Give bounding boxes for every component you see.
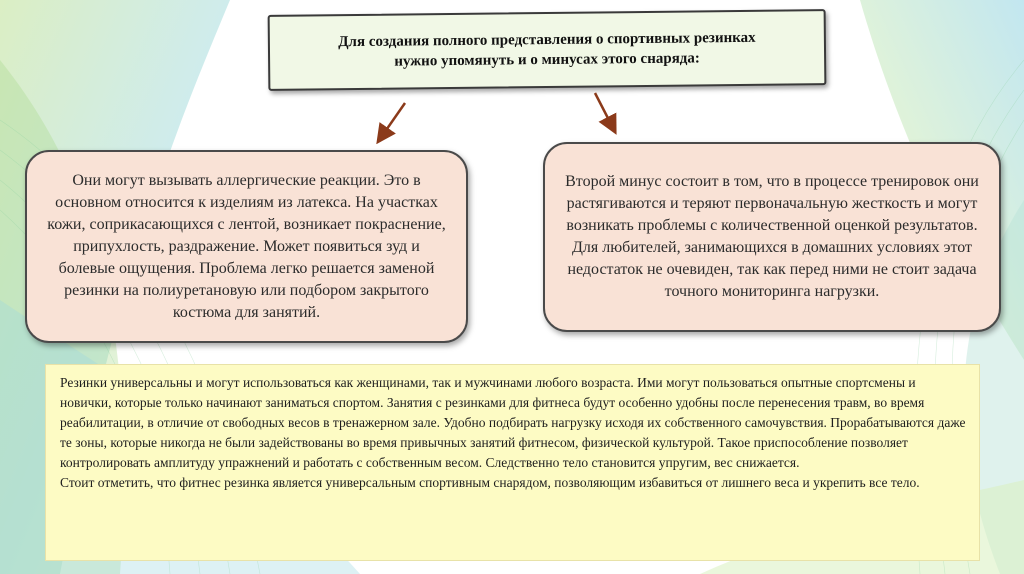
title-line-1: Для создания полного представления о спортивных резинках (338, 29, 756, 51)
stretch-card (543, 142, 1001, 332)
stretch-card-text: Второй минус состоит в том, что в процессе тренировок они растягиваются и теряют первоначальную жесткость и могут возникать проблемы с количественной оценкой результатов. Для любителей, занимающихся в домашних условиях этот недостаток не очевиден, так как перед ними не стоит задача точного мониторинга нагрузки. (565, 173, 979, 300)
title-line-2: нужно упомянуть и о минусах этого снаряда: (394, 50, 700, 70)
allergy-card (25, 150, 468, 343)
allergy-card-text: Они могут вызывать аллергические реакции. Это в основном относится к изделиям из латекса. На участках кожи, соприкасающихся с лентой, возникает покраснение, припухлость, раздражение. Может появиться зуд и болевые ощущения. Проблема легко решается заменой резинки на полиуретановую или подбором закрытого костюма для занятий. (47, 171, 446, 321)
info-paragraph-2: Стоит отметить, что фитнес резинка является универсальным спортивным снарядом, позволяющим избавиться от лишнего веса и укрепить все тело. (60, 475, 920, 490)
title-text (338, 28, 756, 72)
info-box (45, 364, 980, 561)
info-paragraph-1: Резинки универсальны и могут использоваться как женщинами, так и мужчинами любого возраста. Ими могут пользоваться опытные спортсмены и новички, которые только начинают заниматься спортом. Занятия с резинками для фитнеса будут особенно удобны после перенесения травм, во время реабилитации, в отличие от свободных весов в тренажерном зале. Удобно подбирать нагрузку исходя их собственного самочувствия. Прорабатываются даже те зоны, которые никогда не были задействованы во время привычных занятий фитнесом, физической культурой. Такое приспособление позволяет контролировать амплитуду упражнений и работать с собственным весом. Следственно тело становится упругим, вес снижается. (60, 375, 966, 470)
title-callout (268, 9, 827, 91)
